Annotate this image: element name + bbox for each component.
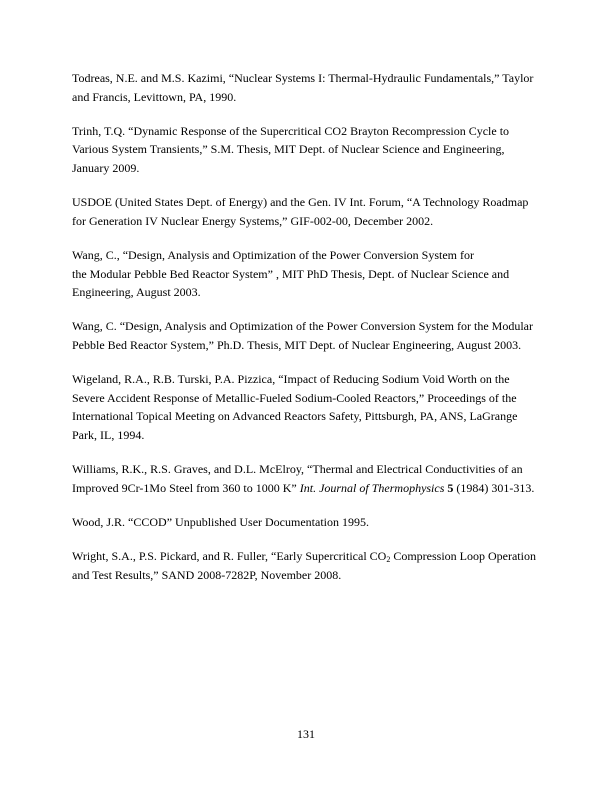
reference-wang-2003b: [72, 317, 544, 354]
journal-volume: 5: [447, 480, 454, 495]
reference-line: Pebble Bed Reactor System,” Ph.D. Thesis, MIT Dept. of Nuclear Engineering, August 2003.: [72, 337, 522, 352]
subscript: 2: [386, 555, 391, 565]
reference-line: the Modular Pebble Bed Reactor System” , MIT PhD Thesis, Dept. of Nuclear Science and: [72, 266, 510, 281]
reference-line: Wigeland, R.A., R.B. Turski, P.A. Pizzica, “Impact of Reducing Sodium Void Worth on the: [72, 372, 510, 387]
reference-line: Wood, J.R. “CCOD” Unpublished User Documentation 1995.: [72, 514, 369, 529]
reference-list: [72, 69, 544, 600]
reference-line: International Topical Meeting on Advanced Reactors Safety, Pittsburgh, PA, ANS, LaGrange: [72, 409, 518, 424]
reference-trinh: [72, 122, 544, 178]
reference-text: Compression Loop Operation: [390, 549, 536, 564]
reference-line: Trinh, T.Q. “Dynamic Response of the Supercritical CO2 Brayton Recompression Cycle to: [72, 123, 510, 138]
reference-line: Severe Accident Response of Metallic-Fueled Sodium-Cooled Reactors,” Proceedings of the: [72, 390, 517, 405]
reference-line: and Francis, Levittown, PA, 1990.: [72, 89, 237, 104]
reference-line: Park, IL, 1994.: [72, 427, 145, 442]
reference-text: Wright, S.A., P.S. Pickard, and R. Fuller, “Early Supercritical CO: [72, 549, 387, 564]
reference-todreas: [72, 69, 544, 106]
reference-wright: [72, 547, 544, 584]
reference-line: January 2009.: [72, 160, 140, 175]
reference-line: Wang, C. “Design, Analysis and Optimization of the Power Conversion System for the Modular: [72, 319, 533, 334]
page-number: 131: [297, 727, 315, 741]
reference-line: Engineering, August 2003.: [72, 285, 201, 300]
reference-text: Improved 9Cr-1Mo Steel from 360 to 1000 K”: [72, 480, 300, 495]
reference-line: and Test Results,” SAND 2008-7282P, November 2008.: [72, 567, 342, 582]
reference-line: Williams, R.K., R.S. Graves, and D.L. McElroy, “Thermal and Electrical Conductivities of an: [72, 462, 523, 477]
reference-wood: [72, 513, 544, 532]
reference-line: USDOE (United States Dept. of Energy) and the Gen. IV Int. Forum, “A Technology Roadmap: [72, 195, 529, 210]
reference-line: Various System Transients,” S.M. Thesis, MIT Dept. of Nuclear Science and Engineering,: [72, 142, 505, 157]
reference-wang-2003a: [72, 246, 544, 302]
reference-text: (1984) 301-313.: [453, 480, 535, 495]
reference-line: for Generation IV Nuclear Energy Systems,” GIF-002-00, December 2002.: [72, 213, 434, 228]
reference-wigeland: [72, 370, 544, 444]
reference-line: Wang, C., “Design, Analysis and Optimization of the Power Conversion System for: [72, 247, 474, 262]
reference-usdoe: [72, 193, 544, 230]
reference-line: [72, 547, 544, 566]
reference-williams: [72, 460, 544, 497]
reference-line: [72, 479, 544, 498]
reference-line: Todreas, N.E. and M.S. Kazimi, “Nuclear Systems I: Thermal-Hydraulic Fundamentals,” Taylor: [72, 71, 534, 85]
journal-title: Int. Journal of Thermophysics: [299, 480, 445, 495]
